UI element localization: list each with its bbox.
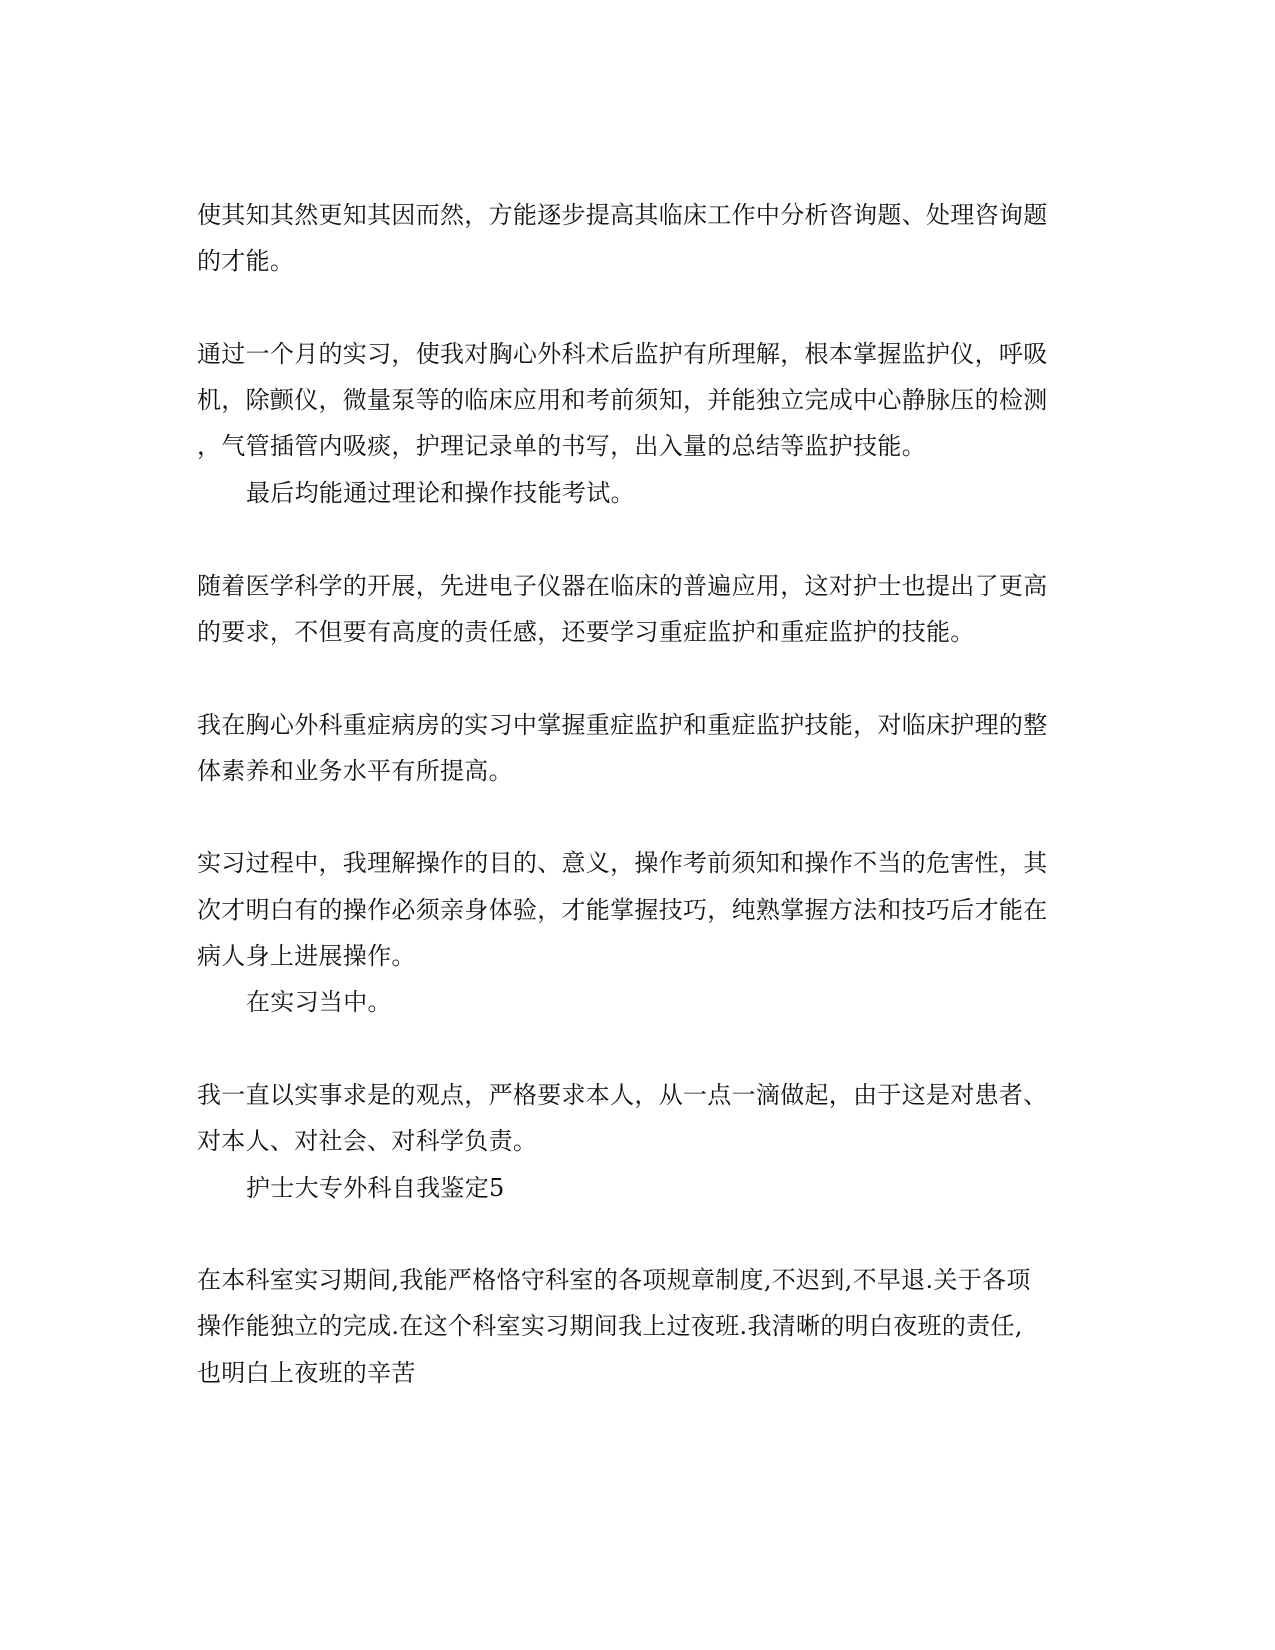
text-line: 机，除颤仪，微量泵等的临床应用和考前须知，并能独立完成中心静脉压的检测 (197, 386, 1048, 414)
text-line: ，气管插管内吸痰，护理记录单的书写，出入量的总结等监护技能。 (197, 432, 926, 460)
text-line: 随着医学科学的开展，先进电子仪器在临床的普遍应用，这对护士也提出了更高 (197, 572, 1048, 600)
text-line: 在实习当中。 (246, 988, 392, 1016)
text-line: 次才明白有的操作必须亲身体验，才能掌握技巧，纯熟掌握方法和技巧后才能在 (197, 896, 1048, 924)
text-line: 我在胸心外科重症病房的实习中掌握重症监护和重症监护技能，对临床护理的整 (197, 711, 1048, 739)
text-line: 体素养和业务水平有所提高。 (197, 757, 513, 785)
text-line: 操作能独立的完成.在这个科室实习期间我上过夜班.我清晰的明白夜班的责任, (197, 1312, 1023, 1340)
text-line: 也明白上夜班的辛苦 (197, 1359, 416, 1387)
text-line: 对本人、对社会、对科学负责。 (197, 1127, 538, 1155)
section-heading: 护士大专外科自我鉴定5 (246, 1174, 505, 1202)
text-line: 最后均能通过理论和操作技能考试。 (246, 479, 635, 507)
text-line: 使其知其然更知其因而然，方能逐步提高其临床工作中分析咨询题、处理咨询题 (197, 201, 1048, 229)
text-line: 实习过程中，我理解操作的目的、意义，操作考前须知和操作不当的危害性，其 (197, 849, 1048, 877)
text-line: 的要求，不但要有高度的责任感，还要学习重症监护和重症监护的技能。 (197, 618, 975, 646)
text-line: 通过一个月的实习，使我对胸心外科术后监护有所理解，根本掌握监护仪，呼吸 (197, 340, 1048, 368)
text-line: 在本科室实习期间,我能严格恪守科室的各项规章制度,不迟到,不早退.关于各项 (197, 1266, 1031, 1294)
text-line: 病人身上进展操作。 (197, 942, 416, 970)
text-line: 我一直以实事求是的观点，严格要求本人，从一点一滴做起，由于这是对患者、 (197, 1081, 1048, 1109)
text-line: 的才能。 (197, 247, 295, 275)
